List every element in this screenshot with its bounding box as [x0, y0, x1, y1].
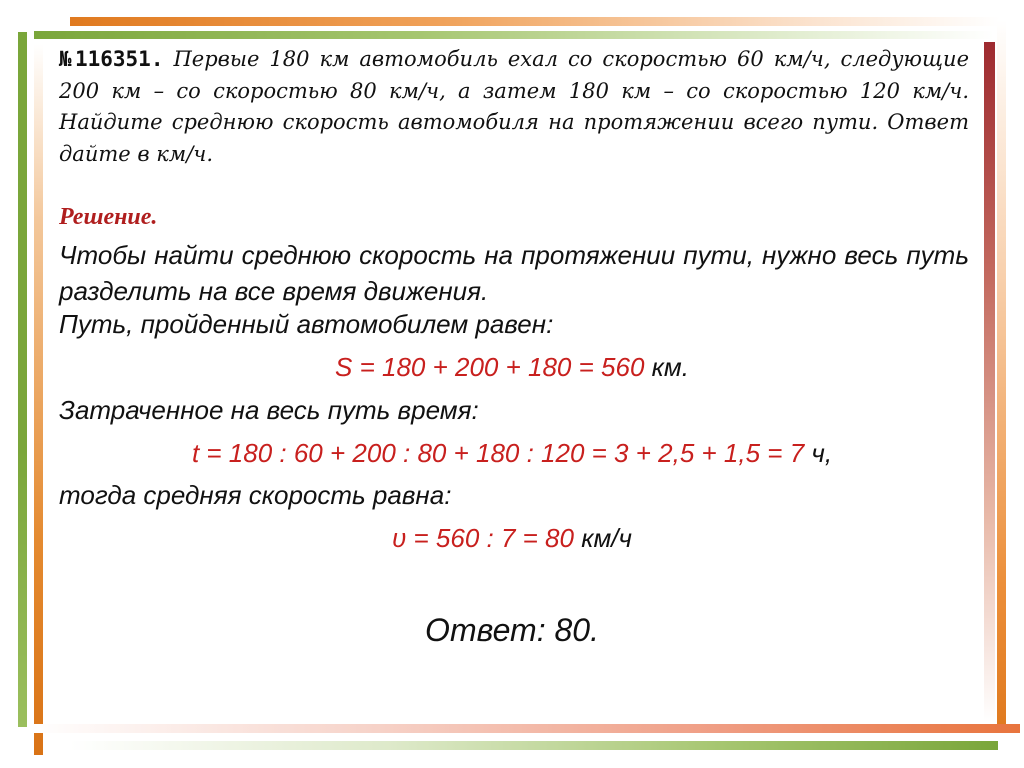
solution-title: Решение. [59, 204, 158, 230]
speed-formula-expression: υ = 560 : 7 = 80 [391, 523, 574, 553]
solution-intro: Чтобы найти среднюю скорость на протяжении пути, нужно весь путь разделить на все время движения. [59, 240, 969, 306]
problem-statement [59, 44, 969, 170]
distance-formula [0, 352, 1024, 383]
answer: Ответ: 80. [425, 612, 599, 648]
speed-label: тогда средняя скорость равна: [59, 480, 452, 510]
speed-formula [0, 523, 1024, 554]
frame-top-orange-bar [70, 17, 1000, 26]
time-label: Затраченное на весь путь время: [59, 395, 479, 425]
time-formula-expression: t = 180 : 60 + 200 : 80 + 180 : 120 = 3 + 2,5 + 1,5 = 7 [191, 438, 805, 468]
frame-bottom-pink-bar [30, 724, 1020, 733]
frame-top-green-bar [34, 31, 994, 39]
time-formula-unit: ч, [804, 438, 833, 468]
distance-formula-unit: км. [644, 352, 689, 382]
distance-formula-expression: S = 180 + 200 + 180 = 560 [335, 352, 645, 382]
speed-formula-unit: км/ч [573, 523, 632, 553]
frame-bottom-green-bar [70, 741, 998, 750]
time-formula [0, 438, 1024, 469]
problem-text: Первые 180 км автомобиль ехал со скоростью 60 км/ч, следующие 200 км – со скоростью 80 км/ч, а затем 180 км – со скоростью 120 км/ч. Найдите среднюю скорость автомобиля на протяжении всего пути. Ответ дайте в км/ч. [59, 47, 969, 166]
distance-label: Путь, пройденный автомобилем равен: [59, 309, 554, 339]
problem-number: №116351. [59, 47, 164, 71]
